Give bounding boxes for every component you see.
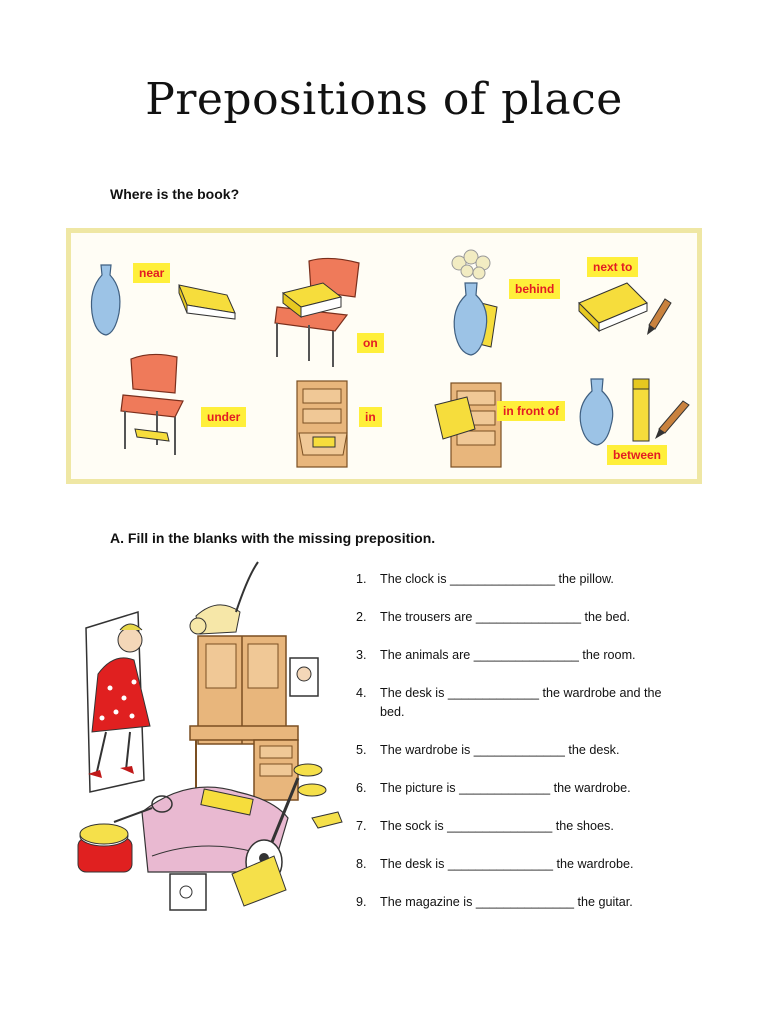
book-icon [179,285,235,319]
item-number: 8. [356,857,367,871]
item-text: The clock is _______________ the pillow. [380,572,614,586]
item-text: The desk is _______________ the wardrobe. [380,857,634,871]
exercise-item [356,570,662,589]
label-on: on [357,333,384,353]
item-number: 1. [356,572,367,586]
exercise-heading: A. Fill in the blanks with the missing preposition. [110,530,436,546]
exercise-item [356,893,662,912]
item-text: The trousers are _______________ the bed. [380,610,630,624]
chair-icon [121,354,183,455]
item-number: 6. [356,781,367,795]
vase-icon [91,265,120,335]
exercise-list [356,570,662,931]
label-behind: behind [509,279,560,299]
exercise-item [356,646,662,665]
vase-icon [454,283,487,355]
exercise-item [356,779,662,798]
exercise-item [356,817,662,836]
exercise-item [356,684,662,722]
label-in: in [359,407,382,427]
item-number: 3. [356,648,367,662]
section-subtitle: Where is the book? [110,186,240,202]
item-text: The animals are _______________ the room. [380,648,636,662]
flowers-icon [452,250,490,279]
label-near: near [133,263,170,283]
label-next-to: next to [587,257,638,277]
cat-icon [190,562,258,634]
book-icon [579,283,647,331]
item-number: 5. [356,743,367,757]
messy-room-illustration [68,556,348,928]
sock-icon [312,812,342,828]
book-icon [633,379,649,441]
item-number: 2. [356,610,367,624]
item-text: The desk is _____________ the wardrobe and the bed. [380,686,662,719]
item-text: The magazine is ______________ the guitar. [380,895,633,909]
item-number: 9. [356,895,367,909]
label-between: between [607,445,667,465]
item-text: The wardrobe is _____________ the desk. [380,743,620,757]
clock-icon [78,824,132,872]
label-under: under [201,407,246,427]
exercise-item [356,741,662,760]
item-text: The picture is _____________ the wardrobe. [380,781,631,795]
item-text: The sock is _______________ the shoes. [380,819,614,833]
label-in-front-of: in front of [497,401,565,421]
picture-icon [290,658,318,696]
radio-icon [170,874,206,910]
item-number: 7. [356,819,367,833]
illustration-panel [66,228,702,484]
page-title: Prepositions of place [145,74,623,125]
exercise-item [356,608,662,627]
book-icon [135,429,169,441]
vase-icon [580,379,613,445]
exercise-item [356,855,662,874]
drawers-icon [297,381,347,467]
pencil-icon [647,299,671,335]
item-number: 4. [356,686,367,700]
pencil-icon [655,401,689,439]
